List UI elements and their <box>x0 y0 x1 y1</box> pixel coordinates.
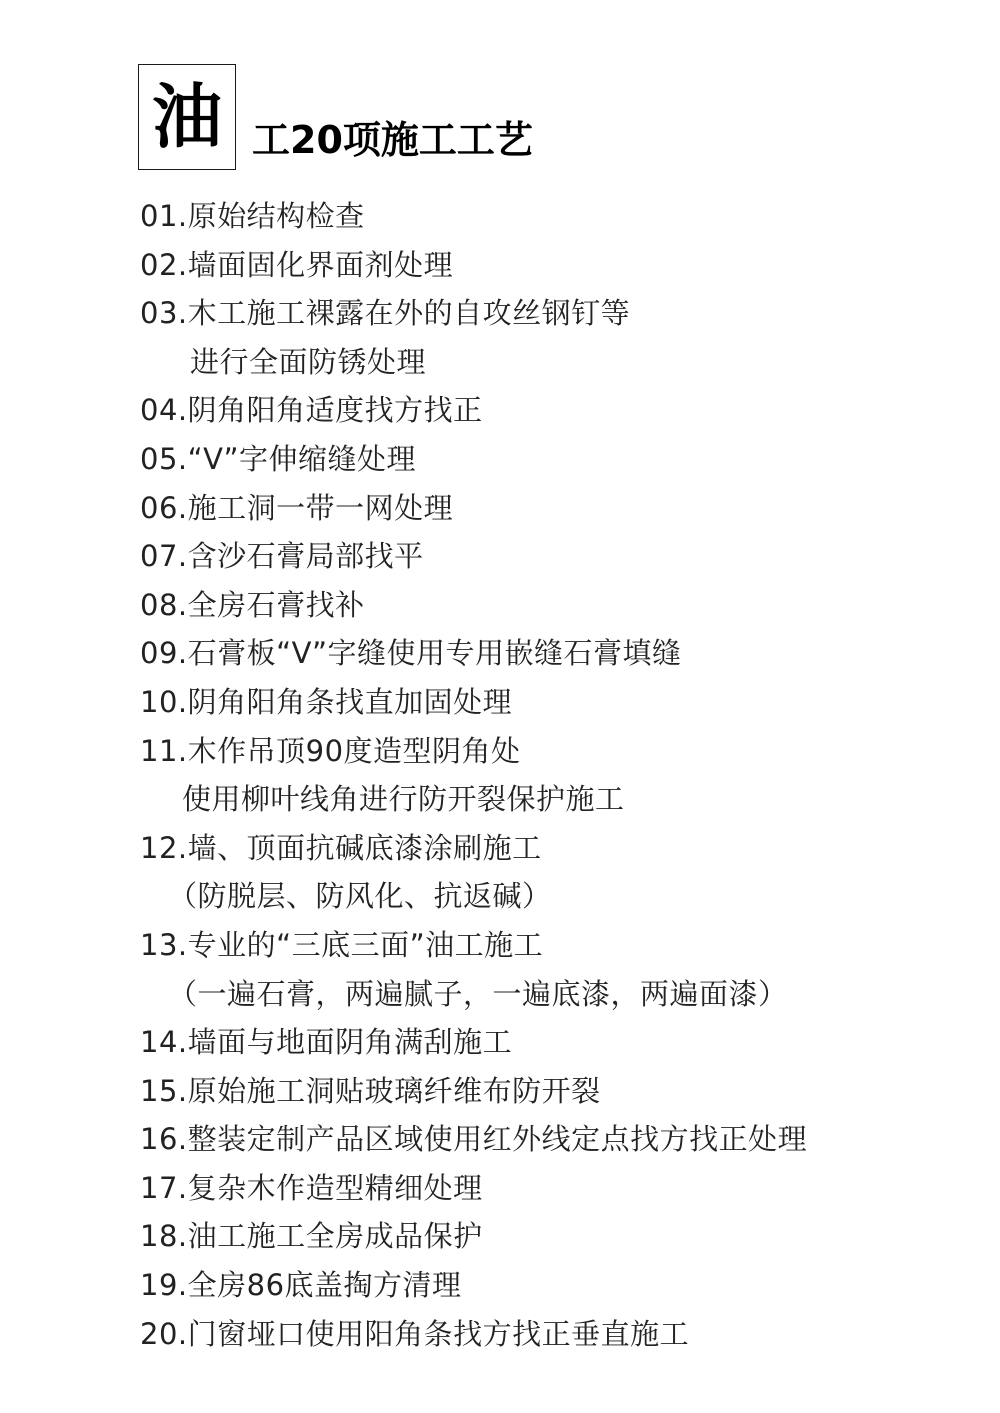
list-item: 09.石膏板“V”字缝使用专用嵌缝石膏填缝 <box>140 636 682 671</box>
list-item: 10.阴角阳角条找直加固处理 <box>140 684 513 719</box>
list-item: 02.墙面固化界面剂处理 <box>140 247 454 282</box>
list-item: 17.复杂木作造型精细处理 <box>140 1170 483 1205</box>
page-title: 工20项施工工艺 <box>252 118 533 162</box>
list-item-continuation: 进行全面防锈处理 <box>190 344 427 379</box>
list-item: 14.墙面与地面阴角满刮施工 <box>140 1025 513 1060</box>
list-item: 08.全房石膏找补 <box>140 587 365 622</box>
list-item: 20.门窗垭口使用阳角条找方找正垂直施工 <box>140 1316 690 1351</box>
list-item: 06.施工洞一带一网处理 <box>140 490 454 525</box>
list-item: 01.原始结构检查 <box>140 199 365 233</box>
list-item: 04.阴角阳角适度找方找正 <box>140 393 483 428</box>
list-item-continuation: （一遍石膏，两遍腻子，一遍底漆，两遍面漆） <box>168 976 788 1011</box>
list-item: 16.整装定制产品区域使用红外线定点找方找正处理 <box>140 1122 808 1157</box>
list-item: 12.墙、顶面抗碱底漆涂刷施工 <box>140 830 542 865</box>
process-list <box>140 192 980 1358</box>
list-item: 05.“V”字伸缩缝处理 <box>140 441 417 476</box>
title-boxed-char: 油 <box>152 76 222 158</box>
list-item: 13.专业的“三底三面”油工施工 <box>140 927 544 962</box>
list-item-continuation: 使用柳叶线角进行防开裂保护施工 <box>182 782 625 817</box>
list-item: 15.原始施工洞贴玻璃纤维布防开裂 <box>140 1073 601 1108</box>
title-boxed-char-frame <box>138 64 236 170</box>
list-item: 03.木工施工裸露在外的自攻丝钢钉等 <box>140 296 631 331</box>
list-item: 11.木作吊顶90度造型阴角处 <box>140 733 521 768</box>
list-item: 19.全房86底盖掏方清理 <box>140 1268 462 1303</box>
list-item-continuation: （防脱层、防风化、抗返碱） <box>168 879 552 914</box>
list-item: 18.油工施工全房成品保护 <box>140 1219 483 1254</box>
list-item: 07.含沙石膏局部找平 <box>140 539 424 574</box>
